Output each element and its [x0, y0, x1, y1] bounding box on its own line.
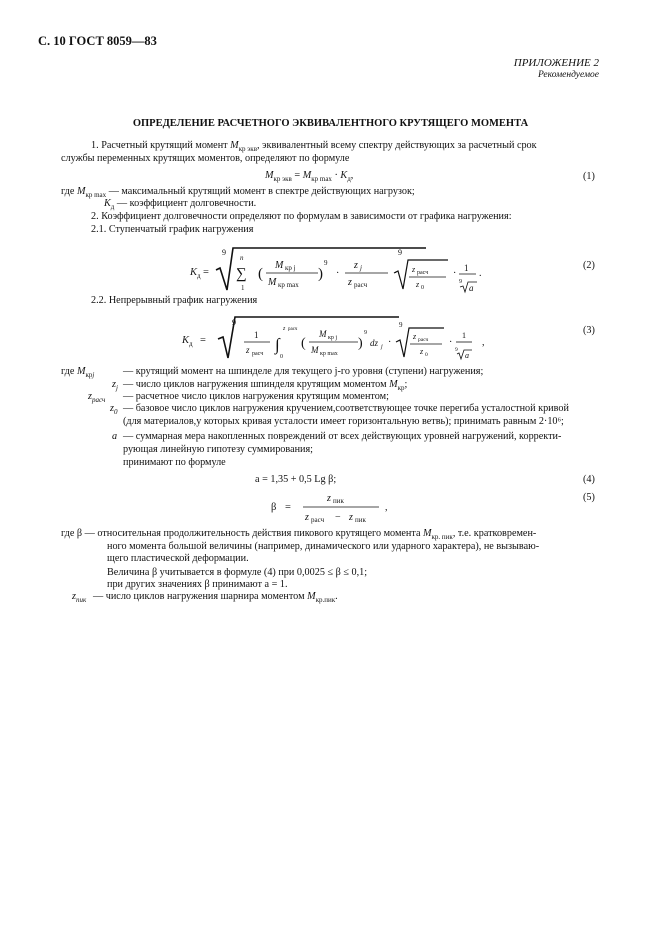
svg-text:пик: пик [333, 497, 344, 505]
formula-5 [255, 488, 405, 526]
svg-text:кр max: кр max [320, 351, 338, 357]
svg-text:9: 9 [398, 248, 402, 257]
appendix-note: Рекомендуемое [537, 70, 599, 80]
svg-text:z: z [348, 277, 352, 288]
svg-text:M: M [319, 329, 327, 339]
svg-text:0: 0 [425, 352, 428, 358]
definition-zj-text: — число циклов нагружения шпинделя крутящим моментом $M_{кр}$; [123, 379, 408, 393]
svg-text:расч: расч [354, 281, 368, 289]
svg-text:расч: расч [252, 351, 264, 357]
svg-text:z: z [420, 347, 424, 356]
svg-text:расч: расч [418, 337, 429, 343]
svg-text:z: z [246, 345, 250, 355]
svg-text:расч: расч [311, 516, 325, 524]
definition-a-text-1: — суммарная мера накопленных повреждений от всех действующих уровней нагружений, корректи- [123, 431, 562, 442]
svg-text:9: 9 [399, 321, 403, 329]
svg-text:9: 9 [324, 259, 328, 267]
svg-text:z: z [349, 512, 353, 523]
svg-text:−: − [335, 512, 341, 523]
svg-text:,: , [482, 337, 485, 348]
svg-text:пик: пик [355, 516, 366, 524]
svg-text:·: · [336, 268, 340, 279]
svg-text:z: z [413, 332, 417, 341]
svg-text:кр j: кр j [328, 335, 338, 341]
svg-text:a: a [469, 283, 474, 293]
svg-text:(: ( [258, 266, 263, 282]
svg-text:расч: расч [417, 270, 429, 276]
svg-text:0: 0 [421, 285, 424, 291]
svg-text:z: z [412, 265, 416, 274]
definition-beta-line-1: где β — относительная продолжительность действия пикового крутящего момента $M_{кр. пик}$, т.е. кратковремен- [61, 528, 537, 542]
definition-beta-line-4: Величина β учитывается в формуле (4) при 0,0025 ≤ β ≤ 0,1; [107, 567, 368, 578]
symbol-z0: $z_0$ [110, 403, 118, 417]
svg-text:·: · [394, 268, 398, 279]
svg-text:=: = [285, 502, 291, 513]
definition-beta-line-2: ного момента большой величины (например, динамического или ударного характера), не вызываю- [107, 541, 540, 552]
svg-text:M: M [311, 345, 319, 355]
formula-3-number: (3) [583, 325, 595, 336]
svg-text:dz: dz [370, 338, 379, 348]
definition-z0-text-1: — базовое число циклов нагружения кручением,соответствующее точке перегиба усталостной кривой [123, 403, 569, 414]
svg-text:1: 1 [241, 284, 245, 292]
svg-text:z: z [416, 280, 420, 289]
svg-text:9: 9 [455, 347, 458, 353]
svg-text:9: 9 [232, 318, 236, 327]
svg-text:): ) [358, 336, 363, 351]
svg-text:β: β [271, 502, 277, 513]
svg-text:9: 9 [459, 279, 462, 285]
formula-1: $M_{кр экв} = M_{кр max} \cdot K_д$, [265, 170, 354, 184]
svg-text:9: 9 [222, 248, 226, 257]
page-reference: С. 10 ГОСТ 8059—83 [38, 34, 157, 48]
paragraph-2-2: 2.2. Непрерывный график нагружения [91, 295, 258, 306]
symbol-zpik: $z_{пик}$ [72, 591, 87, 605]
definition-kd: $K_д$ — коэффициент долговечности. [104, 198, 257, 212]
definition-z0-text-2: (для материалов,у которых кривая усталости имеет горизонтальную ветвь); принимать равным 2·10⁶; [123, 416, 564, 427]
svg-text:(: ( [301, 336, 306, 351]
svg-text:=: = [203, 267, 209, 278]
svg-text:0: 0 [280, 354, 283, 360]
svg-text:∫: ∫ [275, 335, 280, 354]
svg-text:д: д [197, 272, 201, 280]
formula-4-number: (4) [583, 474, 595, 485]
formula-1-number: (1) [583, 171, 595, 182]
svg-text:1: 1 [462, 331, 466, 340]
svg-text:j: j [360, 264, 362, 272]
svg-text:.: . [479, 268, 482, 279]
formula-2-number: (2) [583, 260, 595, 271]
svg-text:K: K [190, 267, 198, 278]
svg-text:∑: ∑ [236, 266, 247, 282]
svg-text:n: n [240, 254, 244, 262]
definition-a-text-2: рующая линейную гипотезу суммирования; [123, 444, 314, 455]
svg-text:·: · [449, 337, 453, 348]
paragraph-1-line-2: службы переменных крутящих моментов, определяют по формуле [61, 153, 350, 164]
paragraph-2-1: 2.1. Ступенчатый график нагружения [91, 224, 254, 235]
symbol-zj: $z_j$ [112, 379, 118, 393]
svg-text:): ) [318, 266, 323, 282]
svg-text:·: · [388, 337, 392, 348]
definition-mkrj: где $M_{крj}$ [61, 366, 95, 380]
paragraph-2: 2. Коэффициент долговечности определяют по формулам в зависимости от графика нагружения: [91, 211, 512, 222]
definition-zrasch-text: — расчетное число циклов нагружения крутящим моментом; [123, 391, 389, 402]
svg-text:расч: расч [288, 327, 298, 332]
svg-text:M: M [268, 277, 277, 288]
formula-4: a = 1,35 + 0,5 Lg β; [255, 474, 337, 485]
svg-text:,: , [385, 502, 388, 513]
svg-text:K: K [182, 335, 190, 346]
svg-text:д: д [189, 340, 193, 348]
symbol-zrasch: $z_{расч}$ [88, 391, 106, 405]
svg-text:z: z [283, 326, 286, 332]
svg-text:1: 1 [254, 330, 259, 340]
formula-5-number: (5) [583, 492, 595, 503]
definition-mkr-max: где $M_{кр max}$ — максимальный крутящий момент в спектре действующих нагрузок; [61, 186, 415, 200]
svg-text:j: j [381, 344, 383, 350]
page-title: ОПРЕДЕЛЕНИЕ РАСЧЕТНОГО ЭКВИВАЛЕНТНОГО КРУТЯЩЕГО МОМЕНТА [132, 118, 529, 129]
formula-2 [180, 240, 500, 298]
svg-text:z: z [327, 493, 331, 504]
svg-text:M: M [275, 260, 284, 271]
svg-text:1: 1 [464, 263, 469, 273]
definition-a-text-3: принимают по формуле [123, 457, 226, 468]
definition-zpik-text: — число циклов нагружения шарнира моментом $M_{кр.пик}$. [93, 591, 338, 605]
paragraph-1-line-1: 1. Расчетный крутящий момент $M_{кр экв}$, эквивалентный всему спектру действующих за расчетный срок [91, 140, 537, 154]
svg-text:z: z [305, 512, 309, 523]
appendix-label: ПРИЛОЖЕНИЕ 2 [513, 57, 599, 69]
symbol-a: a [112, 431, 118, 442]
definition-mkrj-text: — крутящий момент на шпинделе для текущего j-го уровня (ступени) нагружения; [123, 366, 484, 377]
svg-text:кр max: кр max [278, 281, 299, 289]
definition-beta-line-3: щего пластической деформации. [107, 553, 249, 564]
svg-text:=: = [200, 335, 206, 346]
svg-text:9: 9 [364, 330, 367, 336]
formula-3 [180, 310, 500, 366]
svg-text:·: · [453, 268, 457, 279]
svg-text:кр j: кр j [285, 264, 296, 272]
svg-text:a: a [465, 351, 469, 360]
definition-beta-line-5: при других значениях β принимают a = 1. [107, 579, 288, 590]
svg-text:z: z [354, 260, 358, 271]
